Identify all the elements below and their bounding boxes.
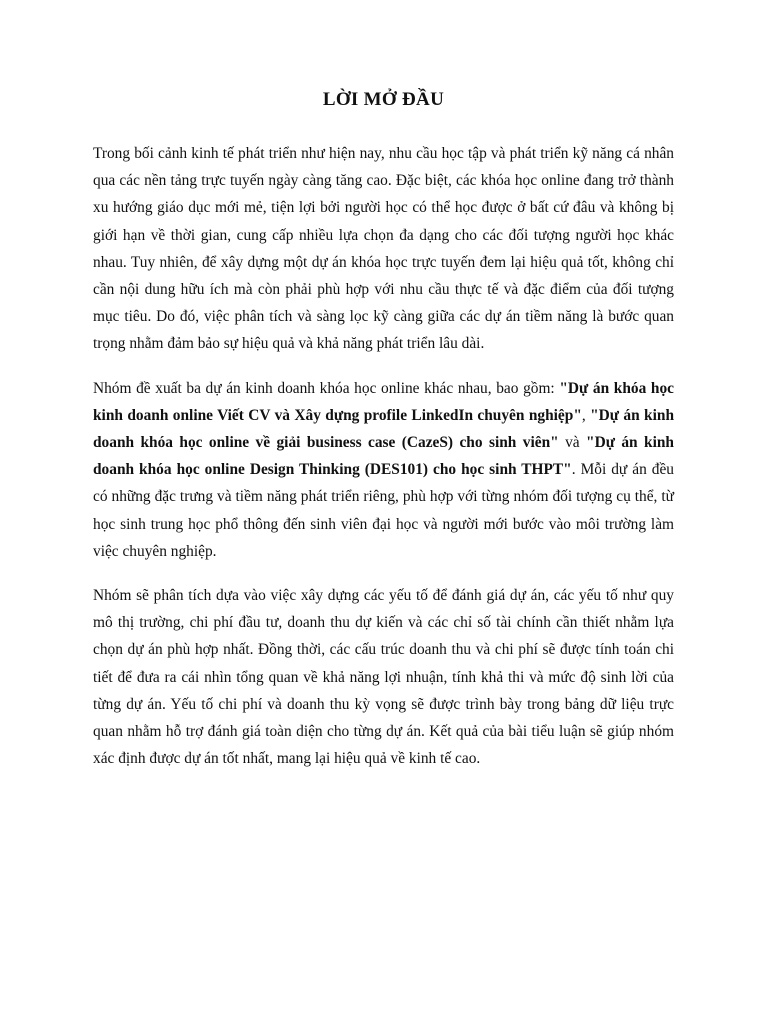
projects-intro-text: Nhóm đề xuất ba dự án kinh doanh khóa học online khác nhau, bao gồm: [93,379,560,397]
projects-separator-and: và [558,434,587,452]
paragraph-projects [93,375,674,565]
paragraph-context: Trong bối cảnh kinh tế phát triển như hiện nay, nhu cầu học tập và phát triển kỹ năng cá nhân qua các nền tảng trực tuyến ngày càng tăng cao. Đặc biệt, các khóa học online đang trở thành xu hướng giáo dục mới mẻ, tiện lợi bởi người học có thể học được ở bất cứ đâu và không bị giới hạn về thời gian, cung cấp nhiều lựa chọn đa dạng cho các đối tượng người học khác nhau. Tuy nhiên, để xây dựng một dự án khóa học trực tuyến đem lại hiệu quả tốt, không chỉ cần nội dung hữu ích mà còn phải phù hợp với nhu cầu thực tế và đặc điểm của đối tượng mục tiêu. Do đó, việc phân tích và sàng lọc kỹ càng giữa các dự án tiềm năng là bước quan trọng nhằm đảm bảo sự hiệu quả và khả năng phát triển lâu dài. [93,145,674,353]
projects-separator: , [581,406,591,424]
project-cv-linkedin-title: "Dự án khóa học kinh doanh online Viết CV và Xây dựng profile LinkedIn chuyên nghiệp" [93,379,674,424]
document-page [93,88,674,789]
projects-description-text: . Mỗi dự án đều có những đặc trưng và tiềm năng phát triển riêng, phù hợp với từng nhóm đối tượng cụ thể, từ học sinh trung học phổ thông đến sinh viên đại học và người mới bước vào môi trường làm việc chuyên nghiệp. [93,461,674,560]
project-cazes-title: "Dự án kinh doanh khóa học online về giải business case (CazeS) cho sinh viên" [93,406,675,452]
paragraph-analysis: Nhóm sẽ phân tích dựa vào việc xây dựng các yếu tố để đánh giá dự án, các yếu tố như quy mô thị trường, chi phí đầu tư, doanh thu dự kiến và các chỉ số tài chính cần thiết nhằm lựa chọn dự án phù hợp nhất. Đồng thời, các cấu trúc doanh thu và chi phí sẽ được tính toán chi tiết để đưa ra cái nhìn tổng quan về khả năng lợi nhuận, tính khả thi và mức độ sinh lời của từng dự án. Yếu tố chi phí và doanh thu kỳ vọng sẽ được trình bày trong bảng dữ liệu trực quan nhằm hỗ trợ đánh giá toàn diện cho từng dự án. Kết quả của bài tiểu luận sẽ giúp nhóm xác định được dự án tốt nhất, mang lại hiệu quả về kinh tế cao. [93,587,674,768]
document-title: LỜI MỞ ĐẦU [322,89,445,110]
project-des101-title: "Dự án kinh doanh khóa học online Design Thinking (DES101) cho học sinh THPT" [93,434,674,479]
